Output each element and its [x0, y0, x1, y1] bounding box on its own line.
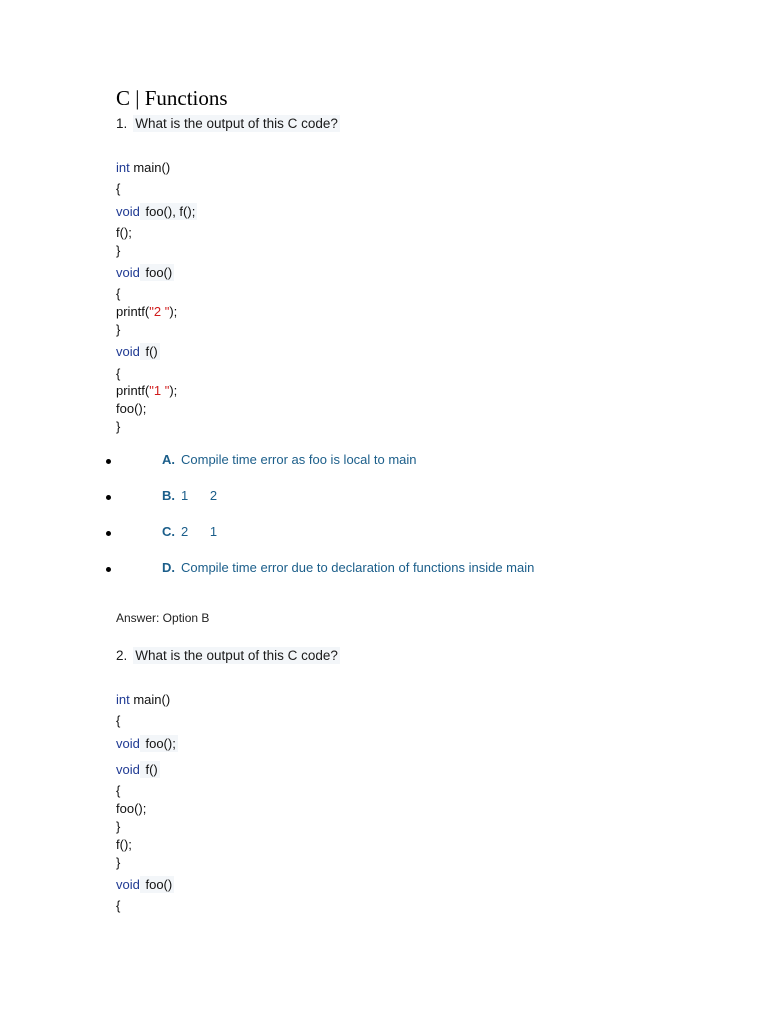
code-keyword: void — [116, 736, 140, 751]
code-line: } — [116, 819, 121, 834]
bullet-icon — [106, 459, 111, 464]
code-line: { — [116, 286, 121, 301]
code-text: f() — [141, 762, 158, 777]
option-letter: B. — [162, 488, 175, 503]
option-b — [162, 489, 217, 502]
bullet-icon — [106, 495, 111, 500]
code-text: ); — [169, 383, 178, 398]
option-text: 1 2 — [181, 488, 218, 503]
code-text: foo(), f(); — [141, 204, 196, 219]
question-1 — [116, 117, 340, 131]
bullet-icon — [106, 567, 111, 572]
code-keyword: void — [116, 877, 140, 892]
code-line — [116, 205, 197, 218]
question-text: What is the output of this C code? — [135, 648, 338, 663]
code-line: f(); — [116, 225, 132, 240]
code-line — [116, 161, 170, 174]
option-letter: D. — [162, 560, 175, 575]
code-keyword: void — [116, 204, 140, 219]
code-text: main() — [129, 692, 171, 707]
option-c — [162, 525, 217, 538]
code-text: main() — [129, 160, 171, 175]
code-keyword: int — [116, 160, 130, 175]
code-line: } — [116, 419, 121, 434]
code-text: printf( — [116, 383, 150, 398]
code-line — [116, 737, 178, 750]
code-line: { — [116, 181, 121, 196]
code-line: } — [116, 243, 121, 258]
option-text: 2 1 — [181, 524, 218, 539]
code-keyword: int — [116, 692, 130, 707]
code-line: foo(); — [116, 401, 147, 416]
code-keyword: void — [116, 265, 140, 280]
code-text: foo(); — [141, 736, 176, 751]
bullet-icon — [106, 531, 111, 536]
code-line: { — [116, 713, 121, 728]
question-number: 2. — [116, 648, 128, 663]
option-letter: C. — [162, 524, 175, 539]
code-text: ); — [169, 304, 178, 319]
code-string: "1 " — [149, 383, 170, 398]
code-text: foo() — [141, 265, 173, 280]
code-line — [116, 693, 170, 706]
code-line: } — [116, 855, 121, 870]
option-a — [162, 453, 417, 466]
option-letter: A. — [162, 452, 175, 467]
question-text: What is the output of this C code? — [135, 116, 338, 131]
code-line — [116, 305, 177, 318]
code-keyword: void — [116, 344, 140, 359]
option-text: Compile time error as foo is local to main — [181, 452, 417, 467]
code-line: foo(); — [116, 801, 147, 816]
question-number: 1. — [116, 116, 128, 131]
option-text: Compile time error due to declaration of functions inside main — [181, 560, 535, 575]
option-d — [162, 561, 534, 574]
code-line: { — [116, 898, 121, 913]
code-text: f() — [141, 344, 158, 359]
code-line: { — [116, 783, 121, 798]
code-line: f(); — [116, 837, 132, 852]
code-line: { — [116, 366, 121, 381]
code-string: "2 " — [149, 304, 170, 319]
code-line — [116, 266, 174, 279]
code-line — [116, 763, 160, 776]
answer-text: Answer: Option B — [116, 611, 210, 625]
code-keyword: void — [116, 762, 140, 777]
code-text: foo() — [141, 877, 173, 892]
code-text: printf( — [116, 304, 150, 319]
page-title: C | Functions — [116, 86, 228, 110]
code-line — [116, 345, 160, 358]
question-2 — [116, 649, 340, 663]
code-line — [116, 878, 174, 891]
code-line: } — [116, 322, 121, 337]
code-line — [116, 384, 177, 397]
